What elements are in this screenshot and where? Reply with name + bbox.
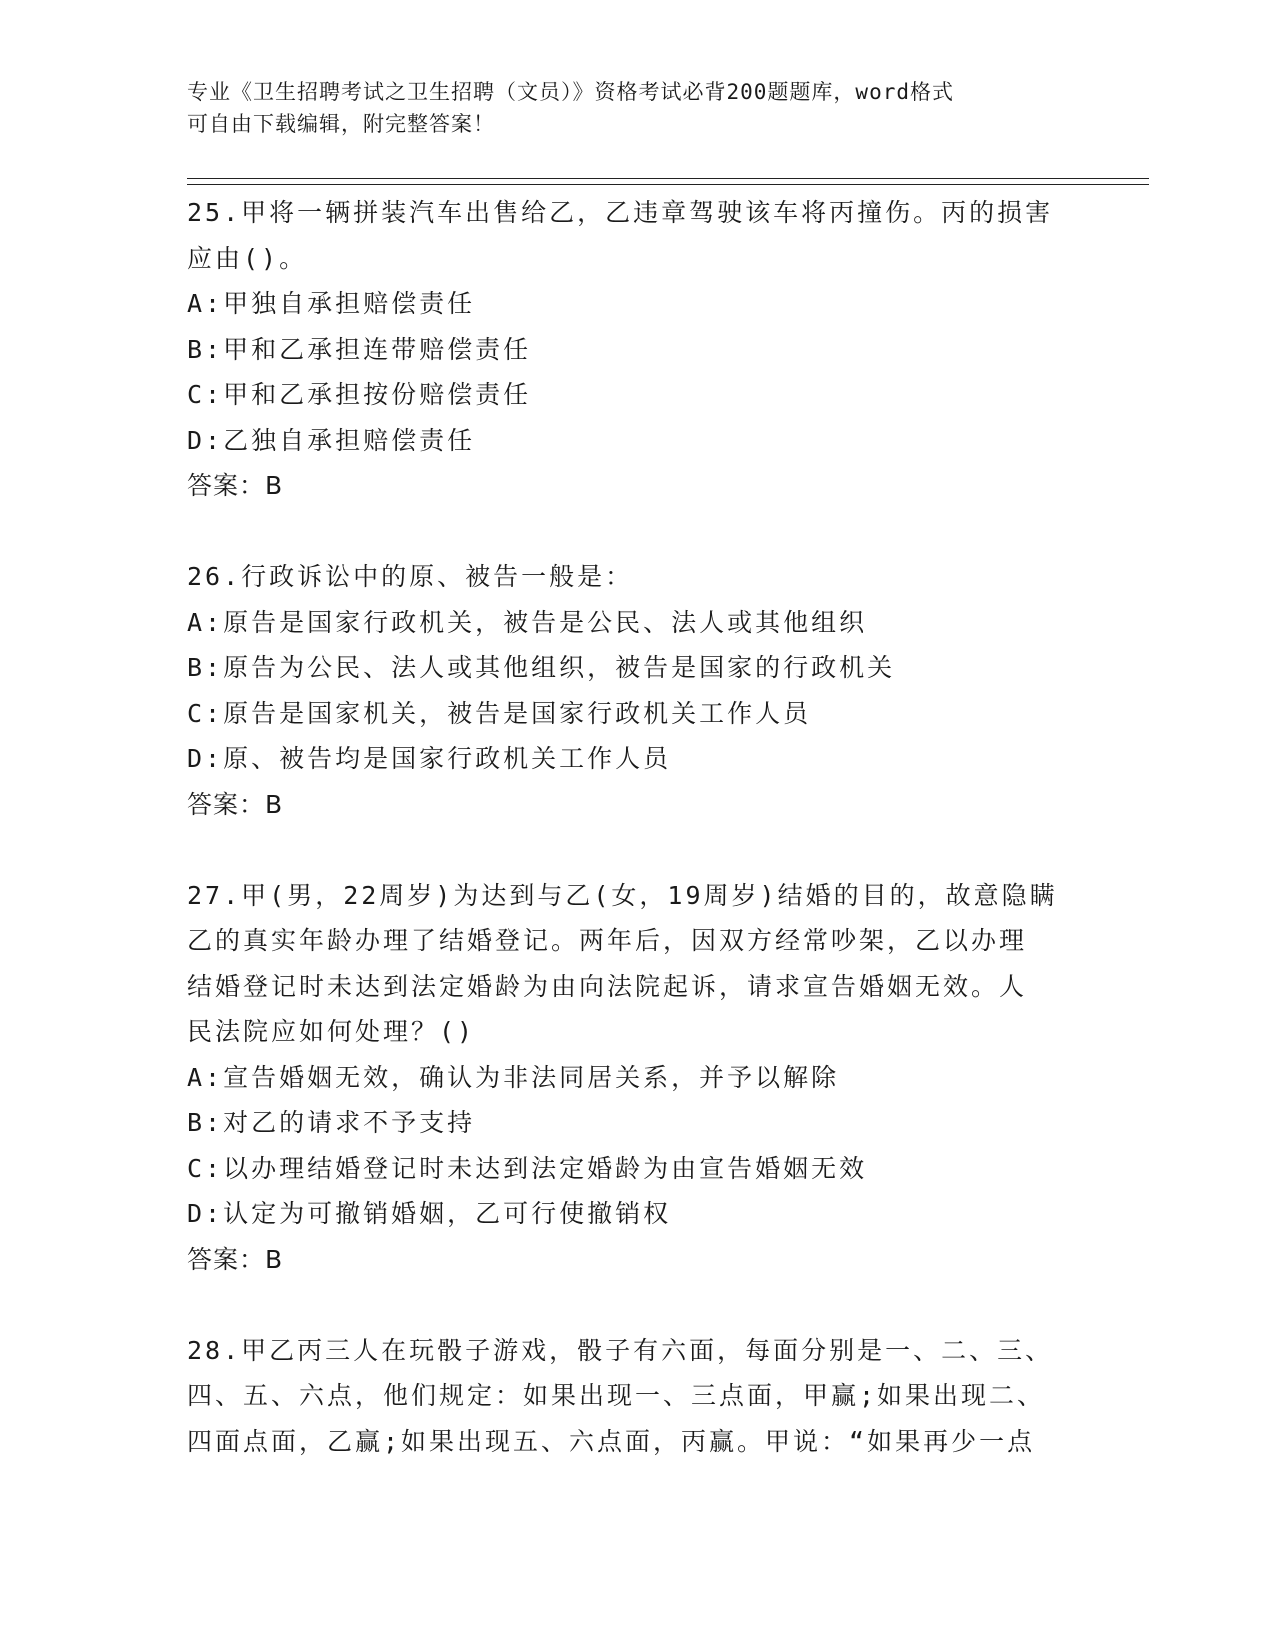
option-d: D:认定为可撤销婚姻，乙可行使撤销权 xyxy=(187,1199,672,1228)
question-spacer xyxy=(187,1282,1087,1328)
question-stem-line: 28.甲乙丙三人在玩骰子游戏，骰子有六面，每面分别是一、二、三、 xyxy=(187,1335,1054,1365)
header-divider-bottom xyxy=(187,184,1149,185)
option-b: B:对乙的请求不予支持 xyxy=(187,1108,476,1137)
option-c: C:以办理结婚登记时未达到法定婚龄为由宣告婚姻无效 xyxy=(187,1153,868,1183)
question-26 xyxy=(187,554,1087,827)
option-d: D:原、被告均是国家行政机关工作人员 xyxy=(187,744,672,773)
answer-text: 答案：B xyxy=(187,471,284,500)
option-b: B:甲和乙承担连带赔偿责任 xyxy=(187,334,532,364)
header-divider-top xyxy=(187,178,1149,179)
question-28 xyxy=(187,1328,1087,1465)
question-stem-line: 结婚登记时未达到法定婚龄为由向法院起诉，请求宣告婚姻无效。人 xyxy=(187,971,1028,1001)
question-stem-line: 应由()。 xyxy=(187,243,308,273)
header-line-1: 专业《卫生招聘考试之卫生招聘（文员）》资格考试必背200题题库，word格式 xyxy=(187,80,954,104)
option-a: A:宣告婚姻无效，确认为非法同居关系，并予以解除 xyxy=(187,1062,840,1092)
question-stem-line: 民法院应如何处理？() xyxy=(187,1017,476,1046)
question-stem-line: 26.行政诉讼中的原、被告一般是： xyxy=(187,562,634,591)
option-d: D:乙独自承担赔偿责任 xyxy=(187,425,476,455)
question-stem-line: 乙的真实年龄办理了结婚登记。两年后，因双方经常吵架，乙以办理 xyxy=(187,926,1028,955)
option-a: A:原告是国家行政机关，被告是公民、法人或其他组织 xyxy=(187,607,868,637)
question-27 xyxy=(187,873,1087,1283)
question-stem-line: 25.甲将一辆拼装汽车出售给乙，乙违章驾驶该车将丙撞伤。丙的损害 xyxy=(187,198,1054,227)
question-spacer xyxy=(187,509,1087,555)
question-25 xyxy=(187,190,1087,509)
question-stem-line: 四、五、六点，他们规定：如果出现一、三点面，甲赢;如果出现二、 xyxy=(187,1381,1046,1410)
option-a: A:甲独自承担赔偿责任 xyxy=(187,289,476,318)
option-c: C:甲和乙承担按份赔偿责任 xyxy=(187,380,532,409)
question-stem-line: 四面点面，乙赢;如果出现五、六点面，丙赢。甲说：“如果再少一点 xyxy=(187,1426,1036,1456)
question-stem-line: 27.甲(男，22周岁)为达到与乙(女，19周岁)结婚的目的，故意隐瞒 xyxy=(187,880,1058,910)
document-header xyxy=(187,76,1067,140)
question-spacer xyxy=(187,827,1087,873)
option-b: B:原告为公民、法人或其他组织，被告是国家的行政机关 xyxy=(187,653,896,682)
answer-text: 答案：B xyxy=(187,1244,284,1274)
option-c: C:原告是国家机关，被告是国家行政机关工作人员 xyxy=(187,698,812,728)
question-list xyxy=(187,190,1087,1464)
answer-text: 答案：B xyxy=(187,789,284,819)
header-line-2: 可自由下载编辑，附完整答案！ xyxy=(187,112,495,136)
